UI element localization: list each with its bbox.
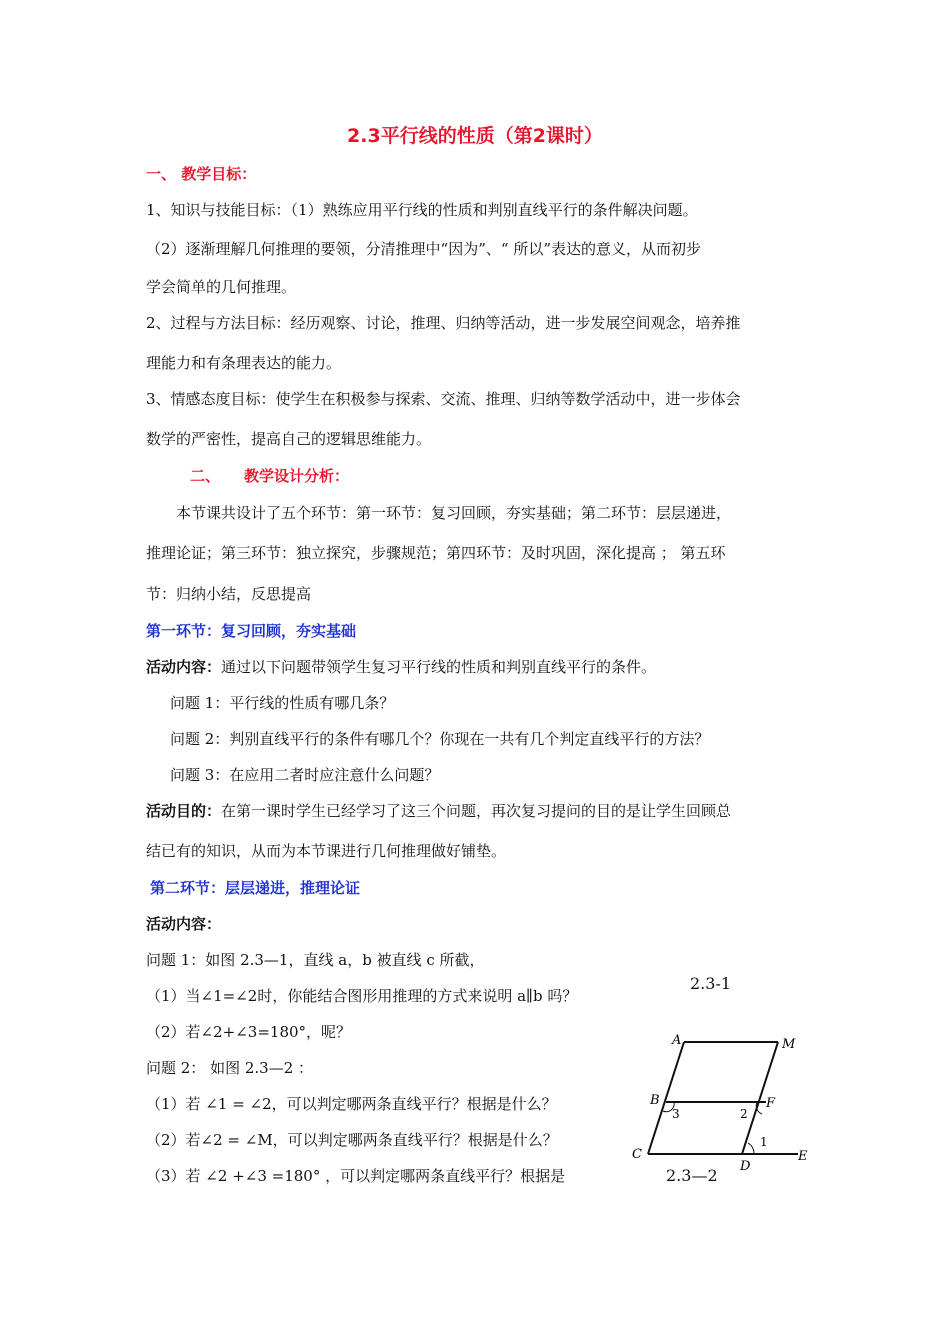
- point-F: F: [766, 1096, 776, 1111]
- step1-heading: 第一环节：复习回顾，夯实基础: [146, 622, 357, 640]
- figure-label-2-3-1: 2.3-1: [690, 974, 732, 993]
- step1-content: [146, 657, 656, 677]
- step2-problem-1b: （2）若∠2+∠3=180°，呢？: [146, 1023, 352, 1041]
- section-design-heading: 教学设计分析：: [244, 467, 350, 485]
- step2-problem-2c: （3）若 ∠2 +∠3 =180° ，可以判定哪两条直线平行？根据是: [146, 1167, 566, 1185]
- step2-problem-1a: （1）当∠1=∠2时，你能结合图形用推理的方式来说明 a∥b 吗？: [146, 987, 578, 1005]
- page-title: 2.3平行线的性质（第2课时）: [347, 125, 603, 147]
- goal-1: 1、知识与技能目标：（1）熟练应用平行线的性质和判别直线平行的条件解决问题。: [146, 201, 698, 219]
- angle-1-arc: [748, 1143, 754, 1154]
- step1-purpose-line2: 结已有的知识，从而为本节课进行几何推理做好铺垫。: [146, 842, 507, 860]
- design-intro-line2: 推理论证；第三环节：独立探究，步骤规范；第四环节：及时巩固，深化提高 ； 第五环: [146, 544, 726, 562]
- step1-purpose-text-1: 在第一课时学生已经学习了这三个问题，再次复习提问的目的是让学生回顾总: [221, 802, 732, 820]
- section-design-number: 二、: [190, 467, 221, 485]
- goal-1b-line2: 学会简单的几何推理。: [146, 278, 297, 296]
- design-intro-line1: 本节课共设计了五个环节：第一环节：复习回顾，夯实基础；第二环节：层层递进，: [176, 504, 732, 522]
- goal-1b-line1: （2）逐渐理解几何推理的要领，分清推理中“因为”、“ 所以”表达的意义，从而初步: [146, 240, 701, 258]
- angle-3-label: 3: [672, 1107, 680, 1121]
- point-C: C: [632, 1147, 642, 1162]
- angle-1-label: 1: [760, 1135, 768, 1149]
- angle-2-label: 2: [740, 1107, 748, 1121]
- goal-2-line2: 理能力和有条理表达的能力。: [146, 354, 342, 372]
- goal-3-line1: 3、情感态度目标：使学生在积极参与探索、交流、推理、归纳等数学活动中，进一步体会: [146, 390, 741, 408]
- step2-problem-2b: （2）若∠2 = ∠M，可以判定哪两条直线平行？根据是什么？: [146, 1131, 558, 1149]
- point-M: M: [782, 1037, 796, 1052]
- step2-problem-2: 问题 2： 如图 2.3—2 ：: [146, 1059, 314, 1077]
- design-intro-line3: 节：归纳小结，反思提高: [146, 585, 312, 603]
- step1-purpose-label: 活动目的：: [146, 802, 222, 820]
- parallelogram-figure: [626, 1030, 826, 1180]
- step1-content-text: 通过以下问题带领学生复习平行线的性质和判别直线平行的条件。: [221, 658, 657, 676]
- figure-label-2-3-2: 2.3—2: [666, 1166, 718, 1185]
- point-E: E: [798, 1149, 808, 1164]
- step1-content-label: 活动内容：: [146, 658, 222, 676]
- step2-heading: 第二环节：层层递进，推理论证: [150, 879, 361, 897]
- point-B: B: [650, 1093, 660, 1108]
- goal-2-line1: 2、过程与方法目标：经历观察、讨论，推理、归纳等活动，进一步发展空间观念，培养推: [146, 314, 741, 332]
- step1-question-2: 问题 2：判别直线平行的条件有哪几个？你现在一共有几个判定直线平行的方法？: [170, 730, 710, 748]
- step2-content-label: 活动内容：: [146, 915, 222, 933]
- step1-purpose: [146, 801, 731, 821]
- section-teaching-goals-heading: 一、 教学目标：: [146, 165, 257, 183]
- step1-question-3: 问题 3：在应用二者时应注意什么问题？: [170, 766, 440, 784]
- point-A: A: [672, 1033, 682, 1048]
- step1-question-1: 问题 1：平行线的性质有哪几条？: [170, 694, 395, 712]
- step2-problem-1: 问题 1：如图 2.3—1，直线 a，b 被直线 c 所截，: [146, 951, 485, 969]
- point-D: D: [740, 1159, 751, 1174]
- step2-problem-2a: （1）若 ∠1 = ∠2，可以判定哪两条直线平行？根据是什么？: [146, 1095, 557, 1113]
- goal-3-line2: 数学的严密性，提高自己的逻辑思维能力。: [146, 430, 432, 448]
